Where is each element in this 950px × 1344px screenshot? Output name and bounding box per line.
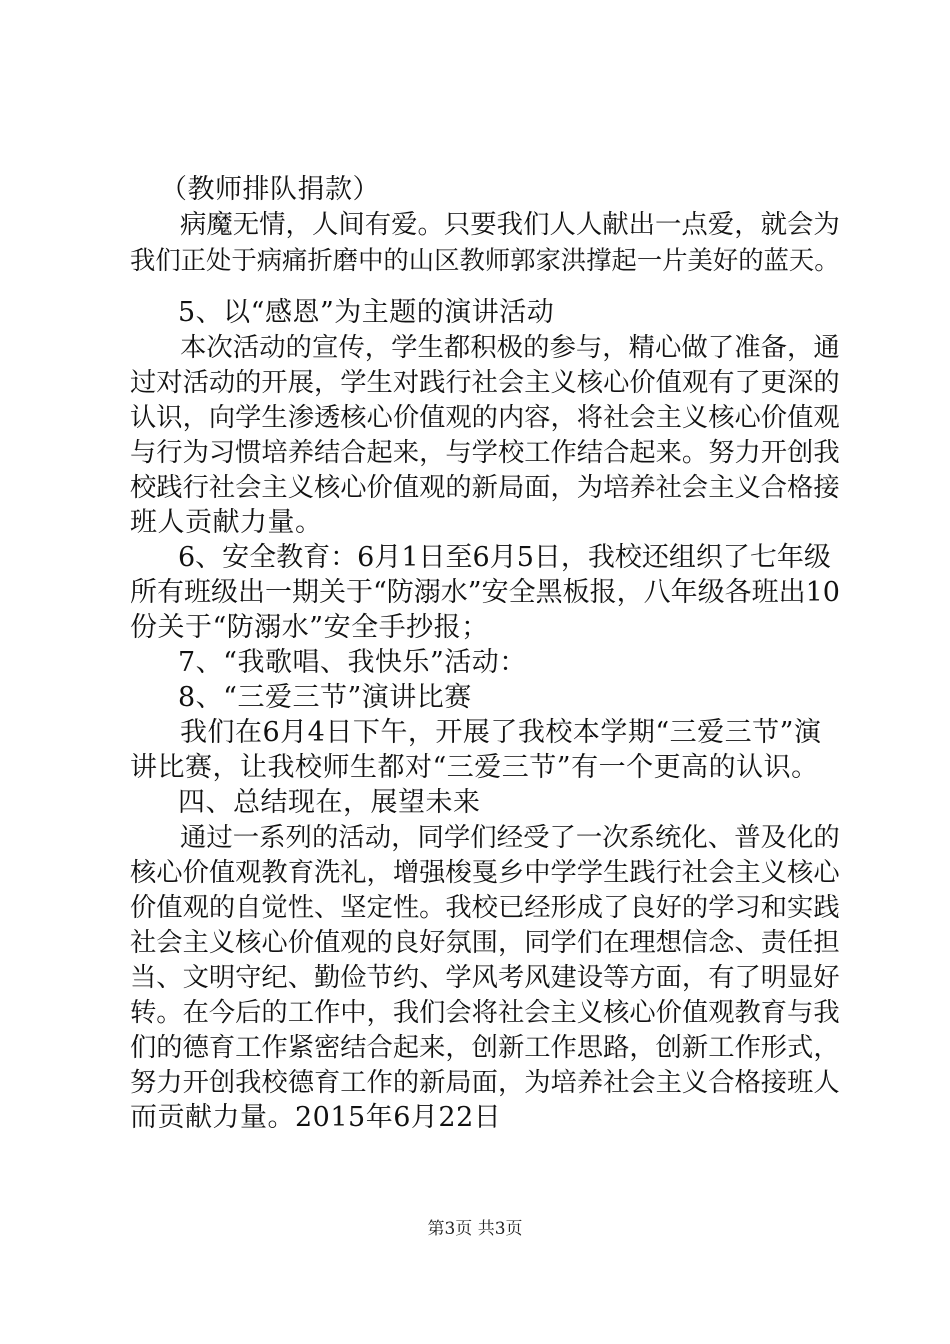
summary-line-1: 通过一系列的活动，同学们经受了一次系统化、普及化的 (180, 822, 840, 853)
para-8-line-2: 讲比赛，让我校师生都对“三爱三节”有一个更高的认识。 (130, 752, 819, 783)
para-5-line-4: 与行为习惯培养结合起来，与学校工作结合起来。努力开创我 (130, 438, 840, 468)
summary-line-5: 当、文明守纪、勤俭节约、学风考风建设等方面，有了明显好 (130, 963, 840, 993)
summary-line-7: 们的德育工作紧密结合起来，创新工作思路，创新工作形式， (130, 1033, 840, 1063)
summary-line-4: 社会主义核心价值观的良好氛围，同学们在理想信念、责任担 (130, 928, 840, 958)
para-6-line-1: 6、安全教育：6月1日至6月5日，我校还组织了七年级 (178, 542, 831, 573)
heading-item-5: 5、以“感恩”为主题的演讲活动 (178, 297, 555, 328)
para-5-line-2: 过对活动的开展，学生对践行社会主义核心价值观有了更深的 (130, 368, 840, 398)
heading-item-8: 8、“三爱三节”演讲比赛 (178, 682, 472, 713)
summary-line-9-date: 而贡献力量。2015年6月22日 (130, 1102, 502, 1133)
para-5-line-3: 认识，向学生渗透核心价值观的内容，将社会主义核心价值观 (130, 403, 840, 433)
section-four-heading: 四、总结现在，展望未来 (178, 787, 481, 818)
para-5-line-1: 本次活动的宣传，学生都积极的参与，精心做了准备，通 (180, 332, 840, 363)
para-6-line-3: 份关于“防溺水”安全手抄报； (130, 612, 489, 643)
para-8-line-1: 我们在6月4日下午，开展了我校本学期“三爱三节”演 (180, 717, 822, 748)
line-illness-1: 病魔无情，人间有爱。只要我们人人献出一点爱，就会为 (180, 209, 840, 240)
heading-item-7: 7、“我歌唱、我快乐”活动： (178, 647, 527, 678)
summary-line-8: 努力开创我校德育工作的新局面，为培养社会主义合格接班人 (130, 1068, 840, 1098)
line-teacher-donation: （教师排队捐款） (160, 174, 380, 205)
summary-line-6: 转。在今后的工作中，我们会将社会主义核心价值观教育与我 (130, 998, 840, 1028)
para-5-line-5: 校践行社会主义核心价值观的新局面，为培养社会主义合格接 (130, 473, 840, 503)
page-number-footer: 第3页 共3页 (427, 1219, 523, 1239)
summary-line-3: 价值观的自觉性、坚定性。我校已经形成了良好的学习和实践 (130, 893, 840, 923)
summary-line-2: 核心价值观教育洗礼，增强梭戛乡中学学生践行社会主义核心 (130, 858, 840, 888)
para-6-line-2: 所有班级出一期关于“防溺水”安全黑板报，八年级各班出10 (130, 577, 840, 608)
para-5-line-6: 班人贡献力量。 (130, 507, 323, 538)
line-illness-2: 我们正处于病痛折磨中的山区教师郭家洪撑起一片美好的蓝天。 (130, 245, 840, 275)
